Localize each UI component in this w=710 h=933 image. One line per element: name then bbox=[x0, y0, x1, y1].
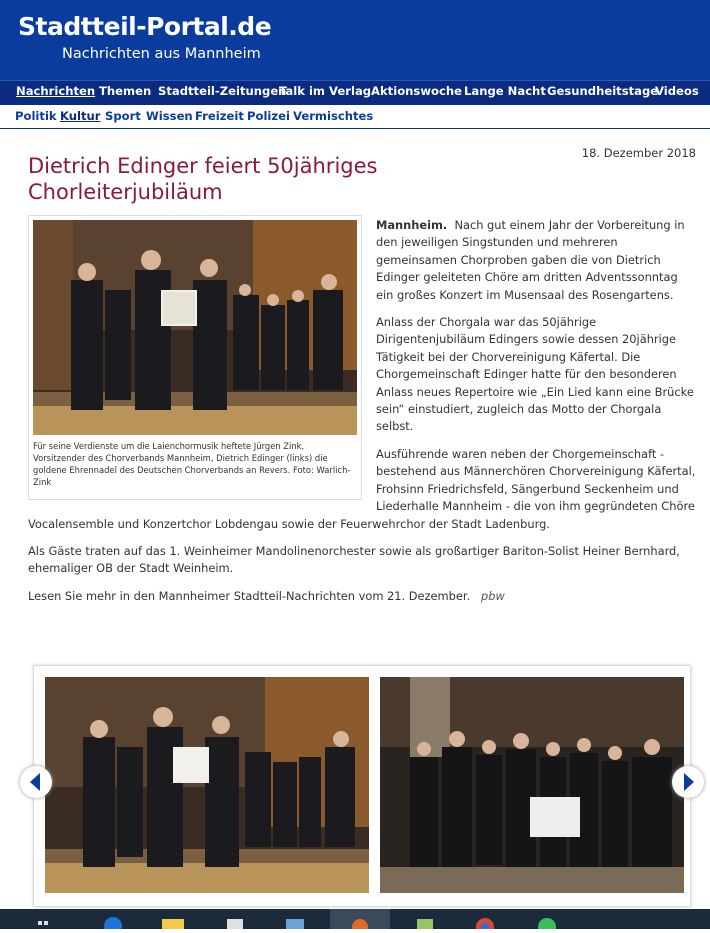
subnav-item-sport[interactable]: Sport bbox=[105, 109, 141, 123]
article-paragraph-2: Anlass der Chorgala war das 50jährige Dirigentenjubiläum Edingers sowie dessen 20jährige Tätigkeit bei der Chorvereinigung Käfertal. Die Chorgemeinschaft Edinger hatte für den besonderen Anlass neues Repertoire wie „Ein Lied kann eine Brücke sein“ einstudiert, zugleich das Motto der Chorgala selbst. bbox=[376, 315, 694, 434]
subnav-item-kultur[interactable]: Kultur bbox=[60, 109, 101, 123]
article-photo[interactable] bbox=[33, 220, 357, 435]
os-taskbar bbox=[0, 909, 710, 929]
photo-caption: Für seine Verdienste um die Laienchormusik heftete Jürgen Zink, Vorsitzender des Chorverbands Mannheim, Dietrich Edinger (links) die goldene Ehrennadel des Deutschen Chorverbands an Revers. Foto: Warlich-Zink bbox=[33, 441, 351, 487]
nav-item-nachrichten[interactable]: Nachrichten bbox=[16, 84, 96, 98]
article-date: 18. Dezember 2018 bbox=[581, 146, 696, 160]
edge-icon[interactable] bbox=[100, 909, 126, 929]
nav-item-themen[interactable]: Themen bbox=[99, 84, 152, 98]
nav-item-videos[interactable]: Videos bbox=[655, 84, 699, 98]
article-paragraph-3: Ausführende waren neben der Chorgemeinschaft - bestehend aus Männerchören Chorvereinigung Käfertal, Frohsinn Friedrichsfeld, Sängerbund Seckenheim und Liederhalle Mannheim - die von ihm gegründeten Chöre Vocalensemble und Konzertchor Lobdengau sowie der Feuerwehrchor der Stadt Ladenburg. bbox=[28, 446, 696, 531]
nav-item-lange-nacht[interactable]: Lange Nacht bbox=[464, 84, 546, 98]
main-nav bbox=[0, 80, 710, 105]
gallery-photo-1-illustration bbox=[45, 677, 369, 893]
article-content bbox=[0, 129, 710, 909]
lead-place: Mannheim. bbox=[376, 218, 448, 232]
explorer-icon[interactable] bbox=[158, 909, 188, 929]
nav-item-stadtteil-zeitungen[interactable]: Stadtteil-Zeitungen bbox=[158, 84, 287, 98]
notes-icon[interactable] bbox=[410, 909, 440, 929]
gallery-next-button[interactable] bbox=[672, 766, 704, 798]
paragraph-1-text: Nach gut einem Jahr der Vorbereitung in den jeweiligen Singstunden und mehreren gemeinsamen Chorproben gaben die von Dietrich Edinger geleiteten Chöre am dritten Adventssonntag ein großes Konzert im Musensaal des Rosengartens. bbox=[376, 218, 685, 302]
nav-item-talk-im-verlag[interactable]: Talk im Verlag bbox=[279, 84, 372, 98]
article-paragraph-4: Als Gäste traten auf das 1. Weinheimer Mandolinenorchester sowie als großartiger Bariton-Solist Heiner Bernhard, ehemaliger OB der Stadt Weinheim. bbox=[28, 543, 680, 576]
whatsapp-icon[interactable] bbox=[532, 909, 562, 929]
subnav-item-vermischtes[interactable]: Vermischtes bbox=[293, 109, 374, 123]
gallery-photo-1[interactable] bbox=[45, 677, 369, 893]
start-icon[interactable] bbox=[36, 909, 50, 929]
app-icon[interactable] bbox=[280, 909, 310, 929]
subnav-item-politik[interactable]: Politik bbox=[15, 109, 57, 123]
subnav-item-polizei[interactable]: Polizei bbox=[247, 109, 290, 123]
author: pbw bbox=[481, 588, 505, 603]
paragraph-5-text: Lesen Sie mehr in den Mannheimer Stadtteil-Nachrichten vom 21. Dezember. bbox=[28, 588, 471, 603]
site-logo[interactable]: Stadtteil-Portal.de bbox=[18, 12, 272, 41]
subnav-item-wissen[interactable]: Wissen bbox=[146, 109, 193, 123]
store-icon[interactable] bbox=[220, 909, 250, 929]
nav-item-gesundheitstage[interactable]: Gesundheitstage bbox=[547, 84, 659, 98]
sub-nav bbox=[0, 105, 710, 129]
prev-arrow-icon bbox=[20, 766, 52, 798]
gallery-prev-button[interactable] bbox=[20, 766, 52, 798]
site-header bbox=[0, 0, 710, 80]
chrome-icon[interactable] bbox=[470, 909, 500, 929]
subnav-item-freizeit[interactable]: Freizeit bbox=[195, 109, 244, 123]
nav-item-aktionswoche[interactable]: Aktionswoche bbox=[371, 84, 462, 98]
photo-gallery bbox=[33, 665, 691, 907]
article-figure bbox=[28, 215, 362, 500]
site-tagline: Nachrichten aus Mannheim bbox=[62, 46, 261, 62]
gallery-photo-2-illustration bbox=[380, 677, 684, 893]
photo-illustration bbox=[33, 220, 357, 435]
active-app-icon[interactable] bbox=[330, 909, 390, 929]
article-title: Dietrich Edinger feiert 50jähriges Chorleiterjubiläum bbox=[28, 154, 378, 204]
gallery-photo-2[interactable] bbox=[380, 677, 684, 893]
next-arrow-icon bbox=[672, 766, 704, 798]
article-paragraph-5 bbox=[28, 588, 696, 605]
